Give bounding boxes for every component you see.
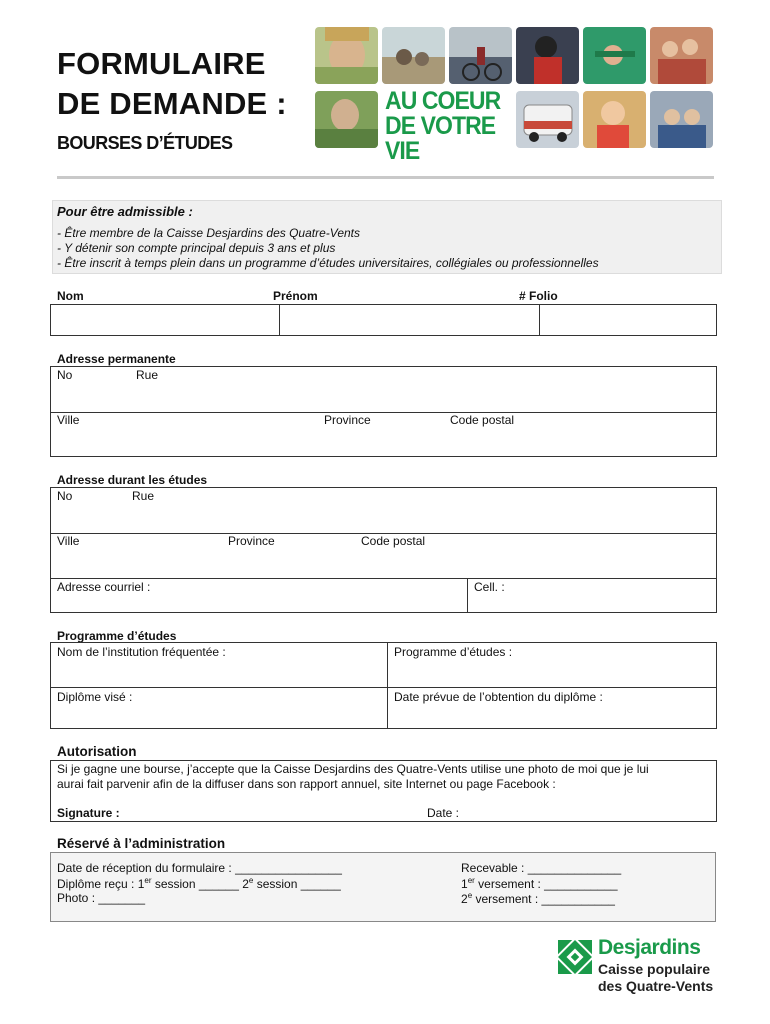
- authorization-text-line1: Si je gagne une bourse, j’accepte que la Caisse Desjardins des Quatre-Vents utilise une photo de moi que je lui: [57, 762, 649, 776]
- divider: [51, 412, 716, 413]
- study-address-box[interactable]: [50, 487, 717, 613]
- study-rue-label: Rue: [132, 489, 155, 503]
- slogan-text: AU COEUR DE VOTRE VIE: [385, 87, 501, 165]
- divider: [51, 578, 716, 579]
- divider: [467, 578, 468, 612]
- study-code-postal-label: Code postal: [361, 534, 426, 548]
- permanent-address-heading: Adresse permanente: [57, 352, 176, 366]
- photo-tile-field: [315, 91, 378, 148]
- eligibility-heading: Pour être admissible :: [57, 204, 193, 219]
- folio-label: # Folio: [519, 289, 558, 303]
- study-province-label: Province: [228, 534, 275, 548]
- study-ville-label: Ville: [57, 534, 80, 548]
- diplome-label: Diplôme visé :: [57, 690, 133, 704]
- divider: [51, 687, 716, 688]
- prenom-field[interactable]: [279, 304, 540, 336]
- study-address-heading: Adresse durant les études: [57, 473, 208, 487]
- eligibility-item: - Être membre de la Caisse Desjardins des Quatre-Vents: [57, 226, 361, 240]
- desjardins-logo-icon: [558, 940, 592, 974]
- brand-subtitle: Caisse populaire des Quatre-Vents: [598, 961, 714, 994]
- perm-code-postal-label: Code postal: [450, 413, 515, 427]
- header-divider: [57, 176, 714, 179]
- date-obtention-label: Date prévue de l’obtention du diplôme :: [394, 690, 603, 704]
- photo-collage: [315, 27, 717, 165]
- form-subtitle: BOURSES D’ÉTUDES: [57, 133, 233, 153]
- authorization-heading: Autorisation: [57, 744, 137, 759]
- eligibility-item: - Y détenir son compte principal depuis 3 ans et plus: [57, 241, 336, 255]
- programme-label: Programme d’études :: [394, 645, 513, 659]
- versement-2-field: 2e versement : ___________: [461, 891, 615, 906]
- admin-heading: Réservé à l’administration: [57, 836, 226, 851]
- photo-field: Photo : _______: [57, 891, 146, 905]
- cell-label: Cell. :: [474, 580, 505, 594]
- eligibility-list: [57, 226, 599, 271]
- photo-tile-van: [516, 91, 579, 148]
- authorization-text-line2: aurai fait parvenir afin de la diffuser dans son rapport annuel, site Internet ou page Facebook :: [57, 777, 556, 791]
- reception-date-field: Date de réception du formulaire : ________________: [57, 861, 342, 875]
- date-label: Date :: [427, 806, 460, 820]
- photo-tile-child: [583, 91, 646, 148]
- photo-tile-cyclist: [449, 27, 512, 84]
- study-no-label: No: [57, 489, 73, 503]
- photo-tile-hockey: [516, 27, 579, 84]
- recevable-field: Recevable : ______________: [461, 861, 622, 875]
- program-heading: Programme d’études: [57, 629, 177, 643]
- perm-province-label: Province: [324, 413, 371, 427]
- photo-tile-beach: [382, 27, 445, 84]
- form-title: FORMULAIRE DE DEMANDE :: [57, 46, 287, 121]
- institution-label: Nom de l’institution fréquentée :: [57, 645, 226, 659]
- perm-ville-label: Ville: [57, 413, 80, 427]
- photo-tile-family: [650, 27, 713, 84]
- versement-1-field: 1er versement : ___________: [461, 876, 618, 891]
- photo-tile-skilift: [650, 91, 713, 148]
- nom-field[interactable]: [50, 304, 280, 336]
- diplome-recu-field: Diplôme reçu : 1er session ______ 2e session ______: [57, 876, 341, 891]
- folio-field[interactable]: [539, 304, 717, 336]
- eligibility-panel: [52, 200, 722, 274]
- photo-tile-woman: [315, 27, 378, 84]
- photo-tile-pool: [583, 27, 646, 84]
- email-label: Adresse courriel :: [57, 580, 151, 594]
- perm-rue-label: Rue: [136, 368, 159, 382]
- eligibility-item: - Être inscrit à temps plein dans un programme d’études universitaires, collégiales ou professionnelles: [57, 256, 599, 270]
- perm-no-label: No: [57, 368, 73, 382]
- divider: [387, 643, 388, 728]
- prenom-label: Prénom: [273, 289, 318, 303]
- brand-name: Desjardins: [598, 936, 701, 959]
- nom-label: Nom: [57, 289, 84, 303]
- signature-label: Signature :: [57, 806, 120, 820]
